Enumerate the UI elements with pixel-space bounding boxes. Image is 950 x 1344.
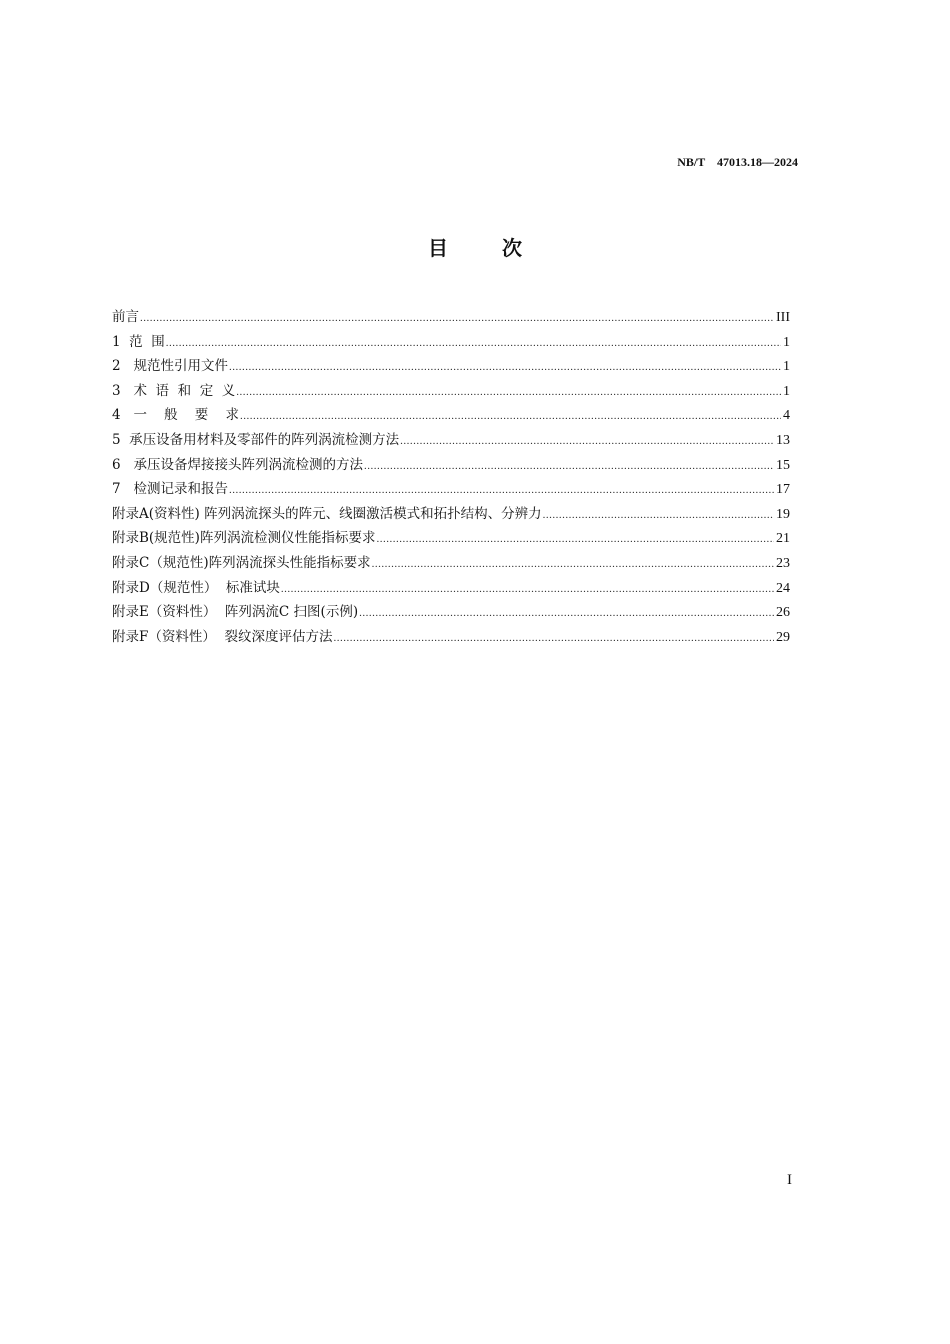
toc-leader <box>281 583 774 595</box>
toc-entry-page: 17 <box>776 482 790 498</box>
toc-entry-label: 附录B(规范性)阵列涡流检测仪性能指标要求 <box>112 530 376 547</box>
toc-entry-records-report[interactable] <box>112 477 790 502</box>
toc-title <box>0 232 950 261</box>
toc-entry-label: 3 术 语 和 定 义 <box>112 382 236 399</box>
toc-leader <box>140 312 774 324</box>
toc-entry-annex-a[interactable] <box>112 502 790 527</box>
toc-leader <box>229 361 781 373</box>
toc-entry-annex-f[interactable] <box>112 625 790 650</box>
toc-entry-page: 26 <box>776 605 790 621</box>
toc-entry-annex-c[interactable] <box>112 551 790 576</box>
toc-leader <box>229 484 774 496</box>
toc-leader <box>543 509 774 521</box>
toc-leader <box>240 410 781 422</box>
toc-entry-page: 1 <box>783 359 790 375</box>
toc-entry-annex-e[interactable] <box>112 600 790 625</box>
toc-entry-page: 24 <box>776 580 790 596</box>
toc-title-part2: 次 <box>502 236 522 260</box>
toc-entry-scope[interactable] <box>112 330 790 355</box>
toc-entry-page: 13 <box>776 432 790 448</box>
toc-entry-label: 附录C（规范性)阵列涡流探头性能指标要求 <box>112 554 371 571</box>
toc-leader <box>364 460 774 472</box>
toc-entry-terms-definitions[interactable] <box>112 379 790 404</box>
toc-entry-welded-joints-method[interactable] <box>112 453 790 478</box>
toc-leader <box>376 533 774 545</box>
toc-entry-label: 前言 <box>112 309 139 325</box>
toc-entry-annex-b[interactable] <box>112 526 790 551</box>
toc-entry-page: 21 <box>776 531 790 547</box>
toc-leader <box>400 435 774 447</box>
toc-title-part1: 目 <box>428 236 448 260</box>
toc-entry-label: 附录E（资料性） 阵列涡流C 扫图(示例) <box>112 604 359 621</box>
toc-entry-label: 4 一 般 要 求 <box>112 407 239 424</box>
toc-entry-label: 2 规范性引用文件 <box>112 358 228 375</box>
toc-list <box>112 305 790 649</box>
toc-entry-preface[interactable] <box>112 305 790 330</box>
toc-entry-label: 附录F（资料性） 裂纹深度评估方法 <box>112 628 333 645</box>
toc-entry-materials-method[interactable] <box>112 428 790 453</box>
toc-entry-general-requirements[interactable] <box>112 403 790 428</box>
toc-entry-label: 1 范 围 <box>112 333 165 350</box>
toc-entry-page: 1 <box>783 334 790 350</box>
toc-leader <box>236 386 781 398</box>
toc-leader <box>372 558 774 570</box>
toc-entry-label: 6 承压设备焊接接头阵列涡流检测的方法 <box>112 456 363 473</box>
toc-entry-page: III <box>776 310 790 325</box>
toc-entry-label: 7 检测记录和报告 <box>112 481 228 498</box>
toc-entry-page: 4 <box>783 408 790 424</box>
toc-entry-label: 附录A(资料性) 阵列涡流探头的阵元、线圈激活模式和拓扑结构、分辨力 <box>112 505 542 522</box>
toc-entry-page: 1 <box>783 383 790 399</box>
toc-entry-page: 15 <box>776 457 790 473</box>
toc-entry-page: 19 <box>776 506 790 522</box>
toc-entry-normative-references[interactable] <box>112 354 790 379</box>
page-number: I <box>787 1172 792 1188</box>
toc-entry-label: 附录D（规范性） 标准试块 <box>112 579 280 596</box>
toc-entry-label: 5 承压设备用材料及零部件的阵列涡流检测方法 <box>112 431 400 448</box>
toc-leader <box>166 337 781 349</box>
toc-entry-page: 23 <box>776 555 790 571</box>
standard-code: NB/T 47013.18—2024 <box>677 155 798 169</box>
toc-leader <box>359 607 774 619</box>
toc-leader <box>333 632 774 644</box>
toc-entry-annex-d[interactable] <box>112 576 790 601</box>
toc-entry-page: 29 <box>776 629 790 645</box>
